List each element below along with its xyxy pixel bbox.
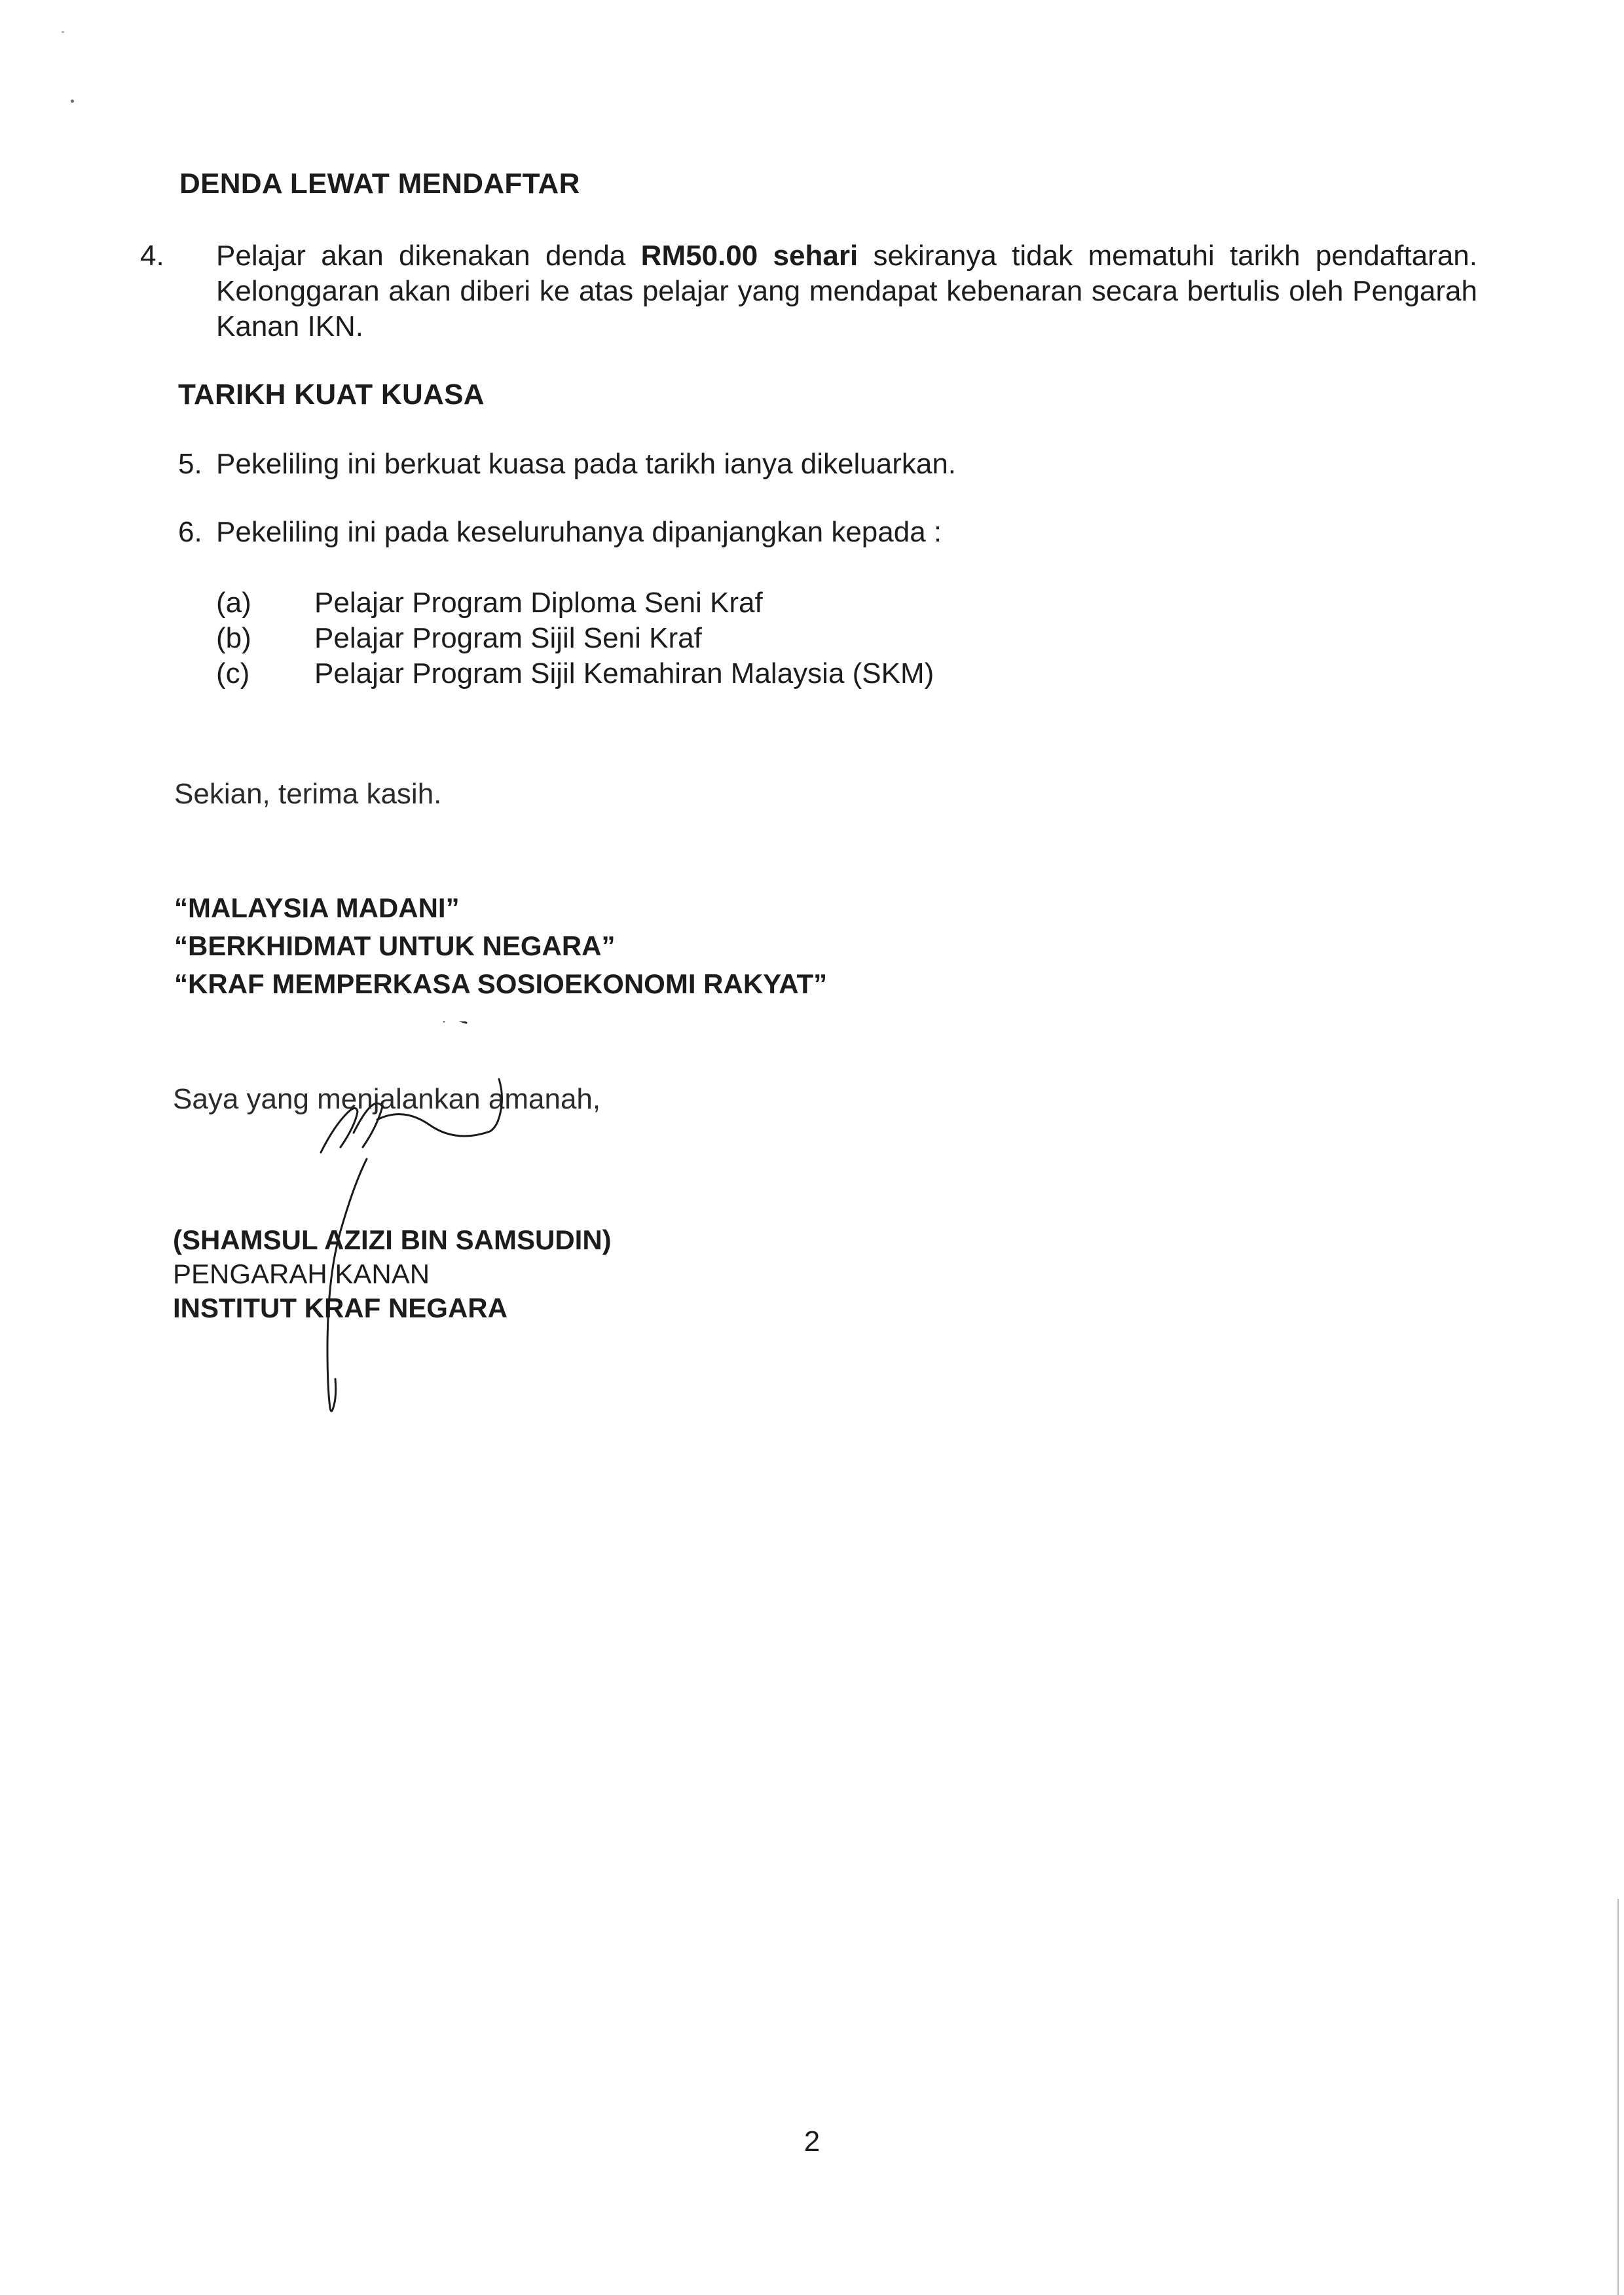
paragraph-number: 5. xyxy=(178,448,202,480)
motto-line: “BERKHIDMAT UNTUK NEGARA” xyxy=(174,930,616,961)
page-number: 2 xyxy=(803,2125,821,2157)
paragraph-text: Pekeliling ini pada keseluruhanya dipanjangkan kepada : xyxy=(216,516,942,548)
signatory-organization: INSTITUT KRAF NEGARA xyxy=(173,1293,507,1323)
list-item-text: Pelajar Program Diploma Seni Kraf xyxy=(314,587,763,619)
paragraph-number: 4. xyxy=(140,240,164,272)
list-item-text: Pelajar Program Sijil Seni Kraf xyxy=(314,622,702,654)
motto-line: “KRAF MEMPERKASA SOSIOEKONOMI RAKYAT” xyxy=(174,968,828,999)
section-heading-effective-date: TARIKH KUAT KUASA xyxy=(178,378,485,411)
paragraph-4 xyxy=(140,238,1477,344)
list-item-label: (c) xyxy=(216,657,250,689)
sign-off-line: Saya yang menjalankan amanah, xyxy=(173,1083,601,1115)
motto-line: “MALAYSIA MADANI” xyxy=(174,892,460,923)
closing-line: Sekian, terima kasih. xyxy=(174,778,442,810)
list-item-label: (b) xyxy=(216,622,251,654)
signatory-name: (SHAMSUL AZIZI BIN SAMSUDIN) xyxy=(173,1224,612,1255)
scan-mark xyxy=(71,100,74,103)
fine-amount: RM50.00 sehari xyxy=(640,240,858,272)
section-heading-late-fine: DENDA LEWAT MENDAFTAR xyxy=(179,168,580,200)
paragraph-6 xyxy=(178,515,1439,550)
signatory-title: PENGARAH KANAN xyxy=(173,1258,430,1289)
paragraph-text: Pekeliling ini berkuat kuasa pada tarikh ianya dikeluarkan. xyxy=(216,448,957,480)
scan-edge-line xyxy=(1617,1899,1619,2295)
paragraph-5 xyxy=(178,447,1439,482)
handwritten-signature xyxy=(249,1021,550,1506)
paragraph-number: 6. xyxy=(178,516,202,548)
scan-mark xyxy=(62,31,64,33)
paragraph-text: sekiranya tidak mematuhi tarikh pendaftaran. Kelonggaran akan diberi ke atas pelajar yang mendapat kebenaran secara bertulis oleh Pengarah Kanan IKN. xyxy=(216,240,1477,342)
list-item-label: (a) xyxy=(216,587,251,619)
paragraph-text: Pelajar akan dikenakan denda xyxy=(216,240,641,272)
list-item-text: Pelajar Program Sijil Kemahiran Malaysia (SKM) xyxy=(314,657,934,689)
